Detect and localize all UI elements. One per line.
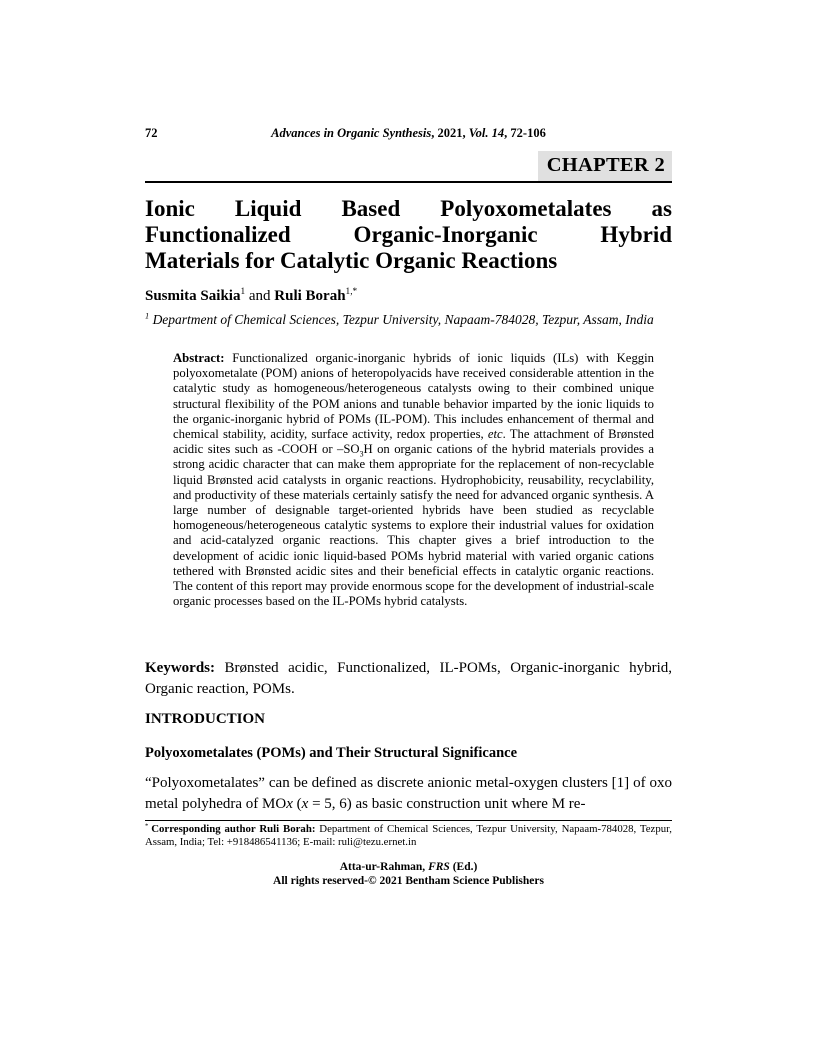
introduction-heading: INTRODUCTION [145, 711, 266, 727]
keywords-paragraph: Keywords: Brønsted acidic, Functionalized, IL-POMs, Organic-inorganic hybrid, Organic reaction, POMs. [145, 660, 672, 697]
subsection-heading: Polyoxometalates (POMs) and Their Structural Significance [145, 745, 518, 761]
editor-line: Atta-ur-Rahman, FRS (Ed.) [339, 861, 478, 873]
journal-title: Advances in Organic Synthesis, 2021, Vol. 14, 72-106 [271, 126, 546, 140]
copyright-line: All rights reserved-© 2021 Bentham Science Publishers [273, 874, 544, 887]
corresponding-author-footnote: * Corresponding author Ruli Borah: Department of Chemical Sciences, Tezpur University, Napaam-784028, Tezpur, Assam, India; Tel: +918486541136; E-mail: ruli@tezu.ernet.in [145, 822, 672, 848]
header-rule [145, 181, 672, 183]
chapter-title-line-2: Functionalized Organic-Inorganic Hybrid [145, 222, 672, 247]
chapter-badge: CHAPTER 2 [538, 151, 672, 181]
publisher-footer [145, 861, 672, 888]
body-paragraph: “Polyoxometalates” can be defined as discrete anionic metal-oxygen clusters [1] of oxo metal polyhedra of MOx (x = 5, 6) as basic construction unit where M re- [145, 775, 672, 812]
abstract-paragraph: Abstract: Functionalized organic-inorganic hybrids of ionic liquids (ILs) with Keggin polyoxometalate (POM) anions of heteropolyacids have received considerable attention in the catalytic study as homogeneous/heterogeneous catalysts owing to their combined unique structural flexibility of the POM anions and tunable behavior imparted by the ionic liquids to the organic-inorganic hybrid of POMs (IL-POM). This includes enhancement of thermal and chemical stability, acidity, surface activity, redox properties, etc. The attachment of Brønsted acidic sites such as -COOH or $-SO_3H$ on organic cations of the hybrid materials provides a strong acidic character that can make them appropriate for the replacement of non-recyclable liquid Brønsted acid catalysts in organic reactions. Hydrophobicity, reusability, recyclability, and productivity of these materials certainly satisfy the need for advanced organic synthesis. A large number of designable target-oriented hybrids have been studied as recyclable homogeneous/heterogeneous catalytic systems to explore their industrial values for oxidation and acid-catalyzed organic reactions. This chapter gives a brief introduction to the development of acidic ionic liquid-based POMs hybrid material with varied organic cations tethered with Brønsted acidic sites and their beneficial effects in catalytic organic reactions. The content of this report may provide enormous scope for the development of industrial-scale organic processes based on the IL-POMs hybrid catalysts. [173, 351, 654, 609]
page-header [145, 126, 672, 141]
authors-line: Susmita Saikia$^1$ and Ruli Borah$^{1,*}$ [145, 287, 358, 304]
page-number: 72 [145, 126, 158, 140]
affiliation-line: $^1$ Department of Chemical Sciences, Tezpur University, Napaam-784028, Tezpur, Assam, India [145, 311, 654, 327]
chapter-title [145, 196, 672, 274]
footnote-separator [145, 820, 672, 821]
chapter-title-line-3: Materials for Catalytic Organic Reactions [145, 248, 558, 273]
chapter-title-line-1: Ionic Liquid Based Polyoxometalates as [145, 196, 672, 221]
